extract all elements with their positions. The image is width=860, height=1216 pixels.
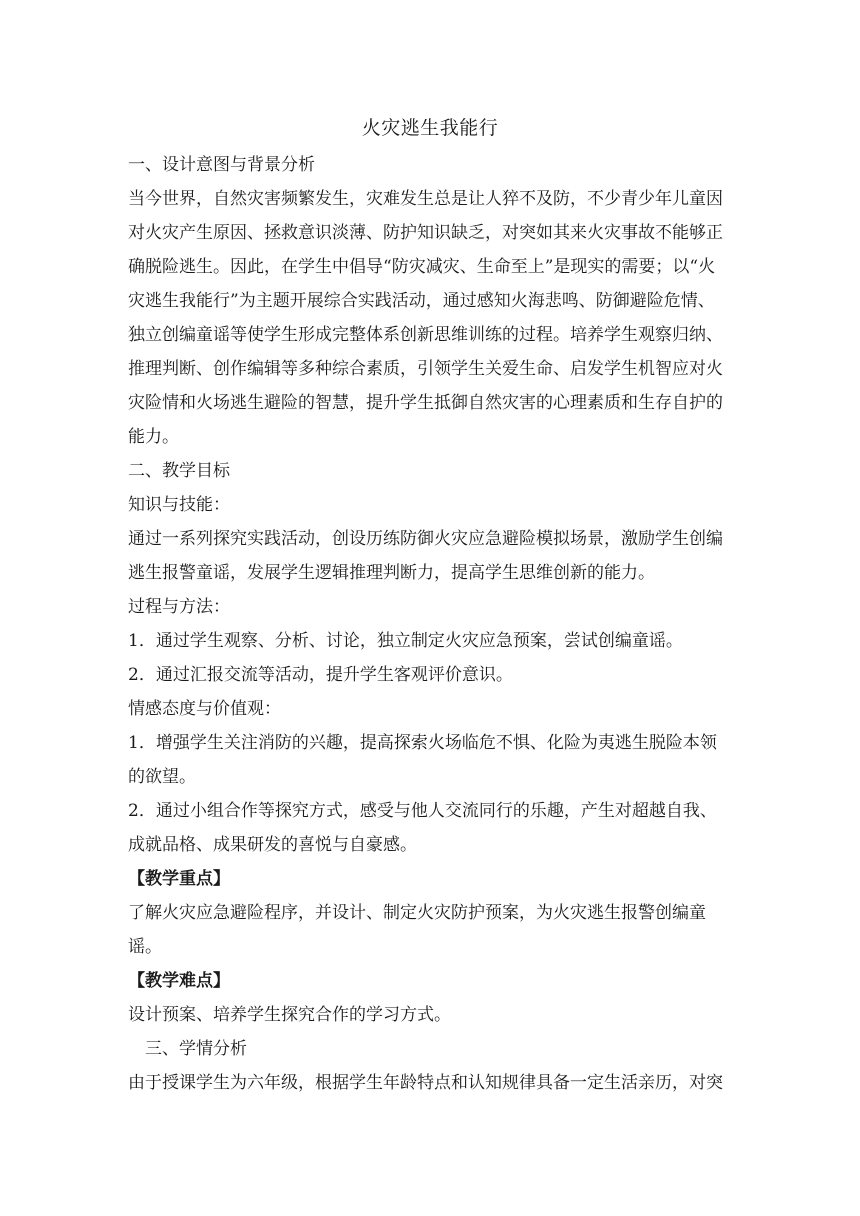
process-item-1: 1．通过学生观察、分析、讨论，独立制定火灾应急预案，尝试创编童谣。 xyxy=(128,631,683,651)
process-methods-label: 过程与方法： xyxy=(128,597,230,617)
emotion-item-2 xyxy=(128,794,732,862)
paragraph-line: 对火灾产生原因、拯救意识淡薄、防护知识缺乏，对突如其来火灾事故不能够正 xyxy=(128,223,723,243)
paragraph-line: 独立创编童谣等使学生形成完整体系创新思维训练的过程。培养学生观察归纳、 xyxy=(128,325,723,345)
section-heading-teaching-goals: 二、教学目标 xyxy=(128,461,230,481)
paragraph-line: 当今世界，自然灾害频繁发生，灾难发生总是让人猝不及防，不少青少年儿童因 xyxy=(128,189,723,209)
key-point-paragraph xyxy=(128,896,732,964)
paragraph-line: 成就品格、成果研发的喜悦与自豪感。 xyxy=(128,835,417,855)
emotion-item-1 xyxy=(128,726,732,794)
paragraph-line: 谣。 xyxy=(128,937,162,957)
difficulty-text: 设计预案、培养学生探究合作的学习方式。 xyxy=(128,1005,451,1025)
key-point-label: 【教学重点】 xyxy=(128,869,230,889)
paragraph-line: 灾逃生我能行”为主题开展综合实践活动，通过感知火海悲鸣、防御避险危情、 xyxy=(128,291,715,311)
design-intent-paragraph xyxy=(128,182,732,454)
paragraph-line: 灾险情和火场逃生避险的智慧，提升学生抵御自然灾害的心理素质和生存自护的 xyxy=(128,393,723,413)
document-title: 火灾逃生我能行 xyxy=(361,117,499,139)
difficulty-label: 【教学难点】 xyxy=(128,971,230,991)
knowledge-skills-paragraph xyxy=(128,522,732,590)
paragraph-line: 1．增强学生关注消防的兴趣，提高探索火场临危不惧、化险为夷逃生脱险本领 xyxy=(128,733,717,753)
paragraph-line: 的欲望。 xyxy=(128,767,196,787)
paragraph-line: 逃生报警童谣，发展学生逻辑推理判断力，提高学生思维创新的能力。 xyxy=(128,563,655,583)
paragraph-line: 确脱险逃生。因此，在学生中倡导“防灾减灾、生命至上”是现实的需要；以“火 xyxy=(128,257,716,277)
process-item-2: 2．通过汇报交流等活动，提升学生客观评价意识。 xyxy=(128,665,513,685)
paragraph-line: 2．通过小组合作等探究方式，感受与他人交流同行的乐趣，产生对超越自我、 xyxy=(128,801,717,821)
student-analysis-line: 由于授课学生为六年级，根据学生年龄特点和认知规律具备一定生活亲历，对突 xyxy=(128,1073,723,1093)
paragraph-line: 了解火灾应急避险程序，并设计、制定火灾防护预案，为火灾逃生报警创编童 xyxy=(128,903,706,923)
emotion-values-label: 情感态度与价值观： xyxy=(128,699,281,719)
document-page xyxy=(128,110,732,1100)
paragraph-line: 能力。 xyxy=(128,427,179,447)
section-heading-student-analysis: 三、学情分析 xyxy=(145,1039,247,1059)
section-heading-design-intent: 一、设计意图与背景分析 xyxy=(128,155,315,175)
knowledge-skills-label: 知识与技能： xyxy=(128,495,230,515)
paragraph-line: 通过一系列探究实践活动，创设历练防御火灾应急避险模拟场景，激励学生创编 xyxy=(128,529,723,549)
paragraph-line: 推理判断、创作编辑等多种综合素质，引领学生关爱生命、启发学生机智应对火 xyxy=(128,359,723,379)
